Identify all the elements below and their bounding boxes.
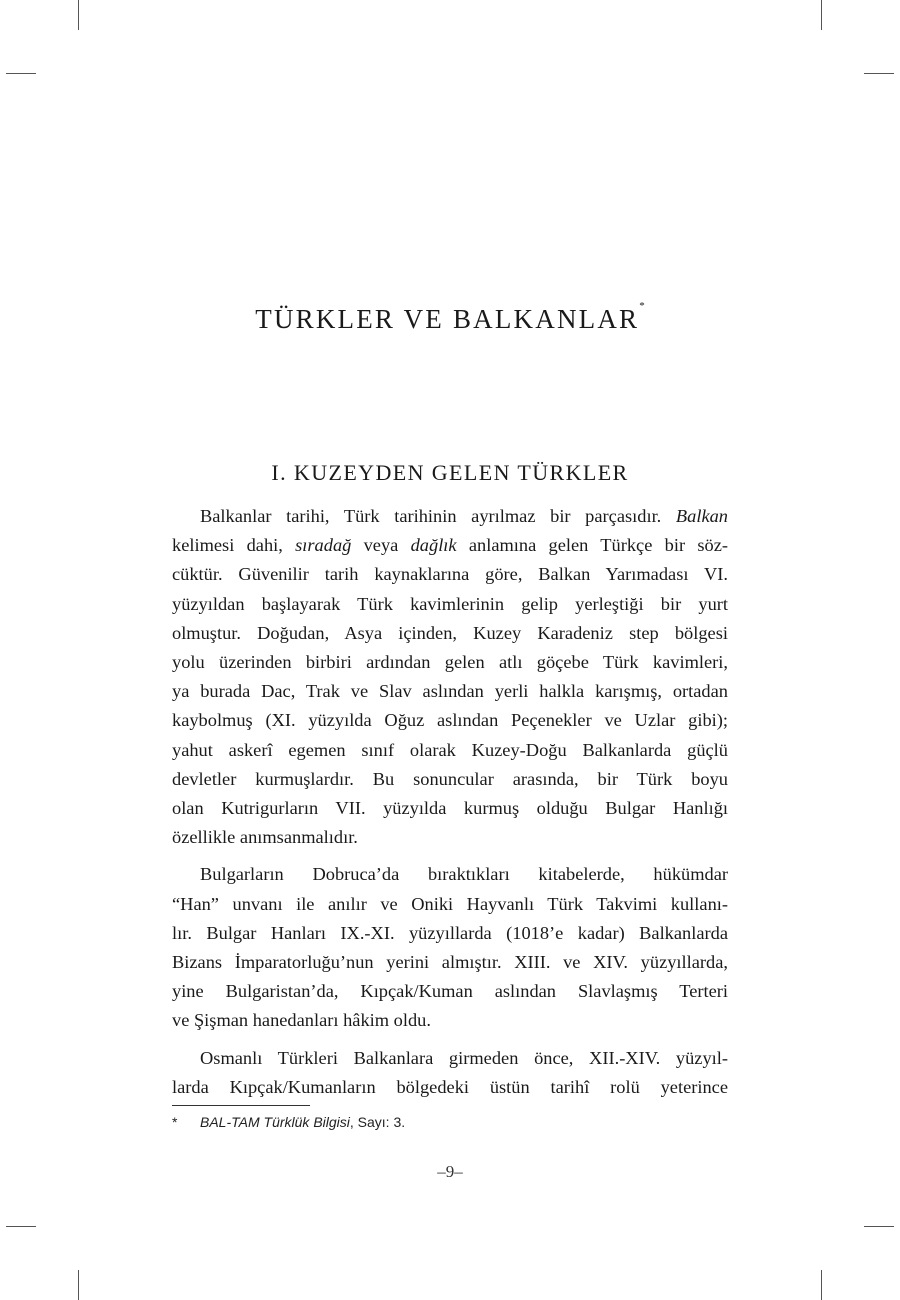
italic-term: sıradağ: [295, 535, 352, 556]
text-run: lır. Bulgar Hanları IX.-XI. yüzyıllarda (1018’e kadar) Balkanlarda: [172, 922, 728, 943]
crop-mark-top-left: [78, 0, 79, 30]
footnote: [172, 1114, 728, 1130]
footnote-reference-mark: *: [639, 300, 645, 312]
text-line: [172, 736, 728, 765]
text-run: Bizans İmparatorluğu’nun yerini almıştır. XIII. ve XIV. yüzyıllarda,: [172, 952, 728, 973]
text-line: [172, 619, 728, 648]
body-text: [172, 502, 728, 1110]
text-run: larda Kıpçak/Kumanların bölgedeki üstün tarihî rolü yeterince: [172, 1076, 728, 1097]
text-line: [172, 677, 728, 706]
text-line: [172, 860, 728, 889]
text-run: yahut askerî egemen sınıf olarak Kuzey-Doğu Balkanlarda güçlü: [172, 739, 728, 760]
chapter-title-text: TÜRKLER VE BALKANLAR: [255, 304, 640, 334]
crop-mark-left-upper: [6, 73, 36, 74]
text-run: yüzyıldan başlayarak Türk kavimlerinin gelip yerleştiği bir yurt: [172, 593, 728, 614]
text-run: Balkanlar tarihi, Türk tarihinin ayrılmaz bir parçasıdır.: [200, 506, 676, 526]
text-run: kaybolmuş (XI. yüzyılda Oğuz aslından Peçenekler ve Uzlar gibi);: [172, 710, 728, 731]
text-line: [172, 948, 728, 977]
text-run: cüktür. Güvenilir tarih kaynaklarına göre, Balkan Yarımadası VI.: [172, 564, 728, 585]
text-line: [172, 823, 728, 852]
text-line: [172, 890, 728, 919]
text-line: [172, 919, 728, 948]
crop-mark-top-right: [821, 0, 822, 30]
crop-mark-bottom-left: [78, 1270, 79, 1300]
crop-mark-left-lower: [6, 1226, 36, 1227]
text-run: “Han” unvanı ile anılır ve Oniki Hayvanlı Türk Takvimi kullanı-: [172, 893, 728, 914]
paragraph: [172, 860, 728, 1035]
text-line: [172, 1044, 728, 1073]
footnote-mark: *: [172, 1114, 178, 1130]
paragraph: [172, 502, 728, 852]
text-line: [172, 765, 728, 794]
text-run: ve Şişman hanedanları hâkim oldu.: [172, 1010, 431, 1031]
text-line: [172, 977, 728, 1006]
text-line: [172, 706, 728, 735]
page-number: –9–: [437, 1162, 463, 1181]
crop-mark-right-upper: [864, 73, 894, 74]
text-run: olmuştur. Doğudan, Asya içinden, Kuzey Karadeniz step bölgesi: [172, 622, 728, 643]
text-line: [172, 648, 728, 677]
crop-mark-bottom-right: [821, 1270, 822, 1300]
text-run: kelimesi dahi,: [172, 535, 296, 556]
text-run: devletler kurmuşlardır. Bu sonuncular arasında, bir Türk boyu: [172, 768, 728, 789]
text-run: yine Bulgaristan’da, Kıpçak/Kuman aslından Slavlaşmış Terteri: [172, 981, 728, 1002]
text-run: yolu üzerinden birbiri ardından gelen atlı göçebe Türk kavimleri,: [172, 652, 728, 673]
text-line: [172, 502, 728, 531]
text-run: ya burada Dac, Trak ve Slav aslından yerli halkla karışmış, ortadan: [172, 681, 728, 702]
text-run: Osmanlı Türkleri Balkanlara girmeden önce, XII.-XIV. yüzyıl-: [200, 1047, 728, 1068]
section-heading: I. KUZEYDEN GELEN TÜRKLER: [271, 460, 629, 485]
paragraph: [172, 1044, 728, 1102]
text-line: [172, 1006, 728, 1035]
footnote-issue: , Sayı: 3.: [349, 1114, 406, 1130]
text-run: olan Kutrigurların VII. yüzyılda kurmuş olduğu Bulgar Hanlığı: [172, 798, 728, 819]
text-line: [172, 1073, 728, 1102]
footnote-source: BAL-TAM Türklük Bilgisi: [200, 1114, 350, 1130]
chapter-title: [0, 300, 900, 335]
italic-term: Balkan: [675, 506, 728, 526]
text-line: [172, 560, 728, 589]
text-run: Bulgarların Dobruca’da bıraktıkları kitabelerde, hükümdar: [200, 864, 728, 885]
italic-term: dağlık: [410, 535, 457, 556]
footnote-rule: [172, 1105, 310, 1106]
text-line: [172, 590, 728, 619]
text-line: [172, 531, 728, 560]
text-run: anlamına gelen Türkçe bir söz-: [456, 535, 728, 556]
text-line: [172, 794, 728, 823]
text-run: özellikle anımsanmalıdır.: [172, 827, 358, 848]
text-run: veya: [351, 535, 411, 556]
crop-mark-right-lower: [864, 1226, 894, 1227]
